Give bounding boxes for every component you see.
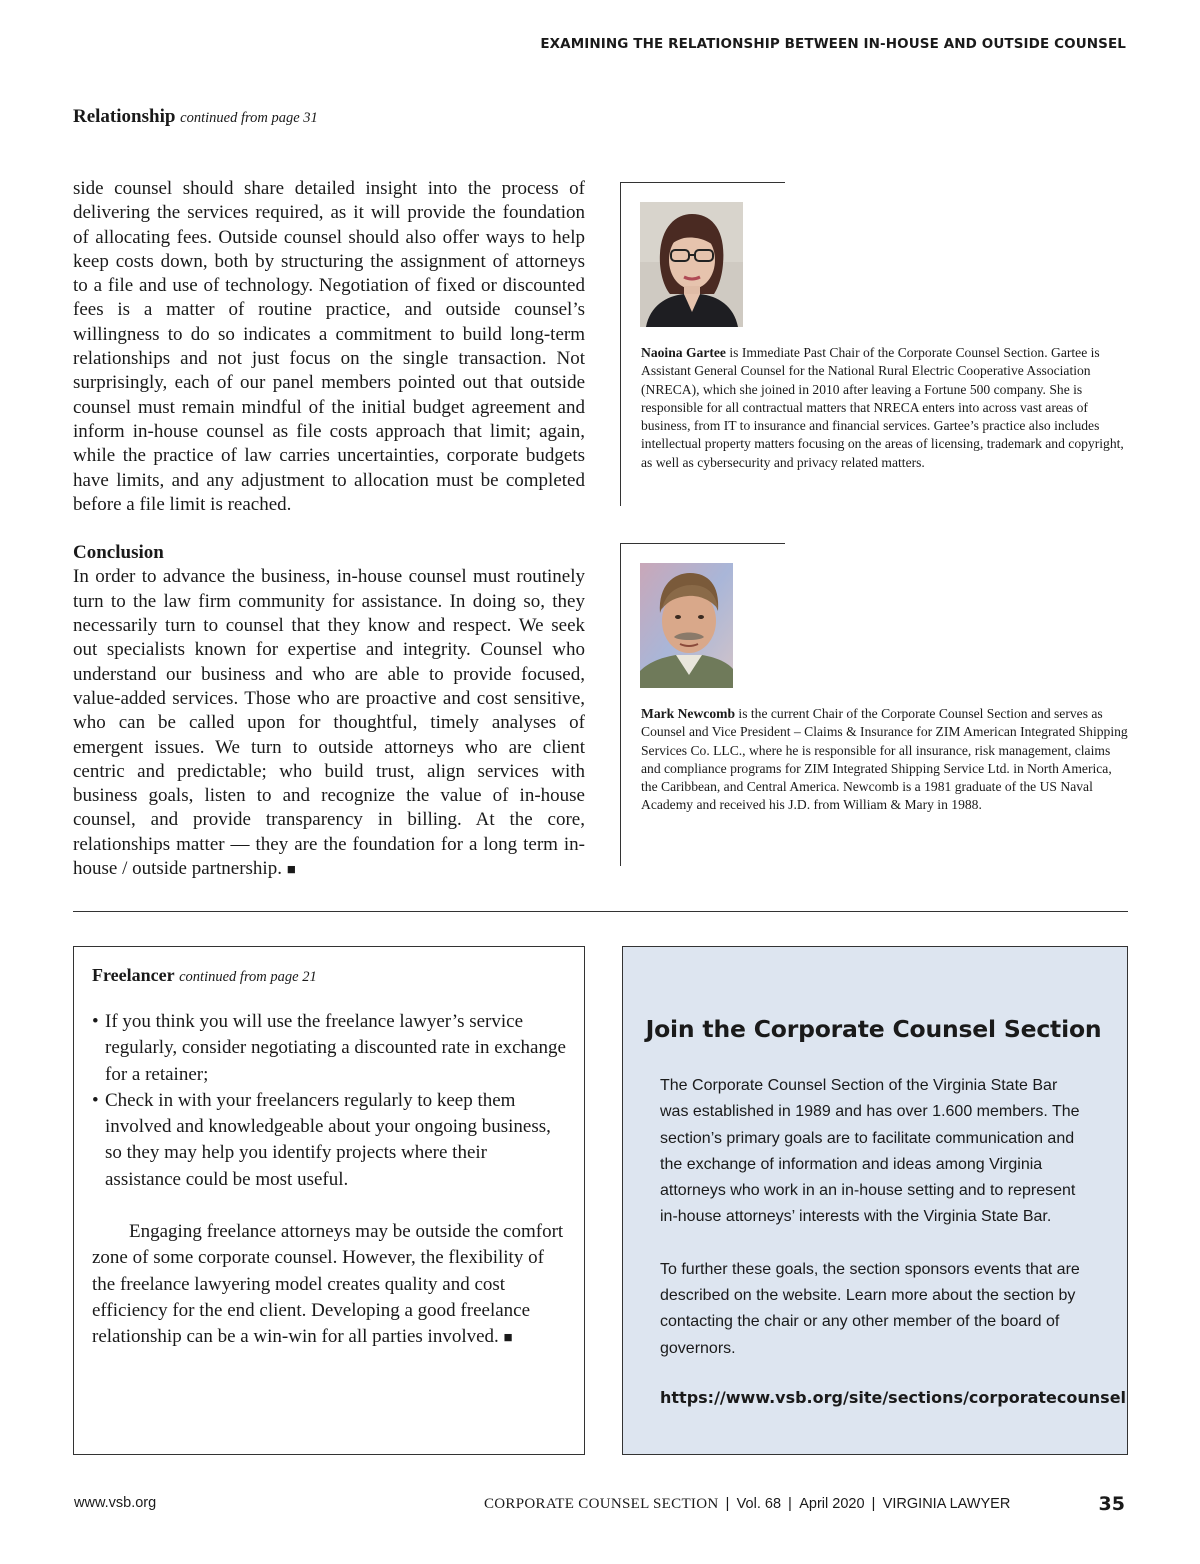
freelancer-continued-note: continued from page 21 [179,969,317,985]
footer-section-name: CORPORATE COUNSEL SECTION [484,1496,719,1512]
conclusion-text: In order to advance the business, in-house counsel must routinely turn to the law firm community for assistance. In doing so, they necessarily turn to counsel that they know and respect. We seek out specialists known for expertise and integrity. Counsel who understand our business and who are able to provide focused, value-added services. Those who are proactive and cost sensitive, who can be called upon for thoughtful, timely analyses of emergent issues. We turn to outside attorneys who are client centric and predictable; who build trust, align services with business goals, listen to and recognize the value of in-house counsel, and provide transparency in billing. At the core, relationships matter — they are the foundation for a long term in-house / outside partnership. [73,566,585,880]
end-mark-icon: ■ [286,862,296,879]
article-continued-note: continued from page 31 [180,110,318,126]
footer-separator: | [871,1495,876,1512]
join-section-box [622,946,1128,1455]
portrait-photo-newcomb [640,563,733,688]
footer-volume: Vol. 68 [736,1496,782,1512]
bio-text-newcomb [641,705,1129,815]
join-paragraph: To further these goals, the section sponsors events that are described on the website. Learn more about the section by contacting the chair or any other member of the board of governors. [660,1260,1080,1357]
bio-corner-rule [621,182,785,183]
bio-card-newcomb [620,543,1130,866]
freelancer-heading [92,963,566,989]
list-item: • Check in with your freelancers regularly to keep them involved and knowledgeable about your ongoing business, so they may help you identify projects where their assistance could be most useful. [92,1088,566,1193]
conclusion-heading: Conclusion [73,542,164,564]
footer-separator: | [788,1495,793,1512]
running-title: EXAMINING THE RELATIONSHIP BETWEEN IN-HOUSE AND OUTSIDE COUNSEL [540,36,1126,52]
section-divider [73,911,1128,912]
page-number: 35 [1098,1493,1125,1515]
freelancer-bullet-list [92,1009,566,1193]
join-paragraph: The Corporate Counsel Section of the Virginia State Bar was established in 1989 and has over 1.600 members. The section’s primary goals are to facilitate communication and the exchange of information and ideas among Virginia attorneys who work in an in-house setting and to represent in-house attorneys’ interests with the Virginia State Bar. [660,1077,1080,1226]
footer-date: April 2020 [799,1496,865,1512]
bio-name: Mark Newcomb [641,706,736,721]
end-mark-icon: ■ [503,1330,513,1347]
bio-corner-rule [621,543,785,544]
freelancer-closing-text: Engaging freelance attorneys may be outside the comfort zone of some corporate counsel. However, the flexibility of the freelance lawyering model creates quality and cost efficiency for the end client. Developing a good freelance relationship can be a win-win for all parties involved. [92,1221,564,1348]
bio-card-gartee [620,182,1130,506]
list-item: • If you think you will use the freelance lawyer’s service regularly, consider negotiating a discounted rate in exchange for a retainer; [92,1009,566,1088]
conclusion-paragraph [73,565,585,882]
join-title: Join the Corporate Counsel Section [645,1015,1102,1043]
footer-publication: VIRGINIA LAWYER [882,1496,1011,1512]
freelancer-section-label: Freelancer [92,965,175,985]
article-continued-heading [73,106,318,128]
freelancer-closing-paragraph [92,1219,566,1351]
bio-name: Naoina Gartee [641,345,726,360]
freelancer-continued-box [73,946,585,1455]
portrait-photo-gartee [640,202,743,327]
article-body [73,177,585,882]
bio-text-gartee [641,344,1129,472]
footer-publication-info [484,1495,1010,1513]
article-paragraph: side counsel should share detailed insight into the process of delivering the services required, as it will provide the foundation of allocating fees. Outside counsel should also offer ways to help keep costs down, both by structuring the assignment of attorneys to a file and use of technology. Negotiation of fixed or discounted fees is a matter of routine practice, and outside counsel’s willingness to do so indicates a commitment to build long-term relationships and not just focus on the single transaction. Not surprisingly, each of our panel members pointed out that outside counsel must remain mindful of the initial budget agreement and inform in-house counsel as file costs approach that limit; again, while the practice of law carries uncertainties, corporate budgets have limits, and any adjustment to allocation must be completed before a file limit is reached. [73,178,585,515]
footer-separator: | [725,1495,730,1512]
footer-site-link[interactable]: www.vsb.org [74,1495,157,1511]
section-website-link[interactable]: https://www.vsb.org/site/sections/corporatecounsel [660,1387,1127,1407]
bio-description: is the current Chair of the Corporate Counsel Section and serves as Counsel and Vice President – Claims & Insurance for ZIM American Integrated Shipping Services Co. LLC., where he is responsible for all insurance, risk management, claims and compliance programs for ZIM Integrated Shipping Service Ltd. in North America, the Caribbean, and Central America. Newcomb is a 1981 graduate of the US Naval Academy and received his J.D. from William & Mary in 1988. [641,706,1128,813]
article-section-label: Relationship [73,106,176,127]
bio-description: is Immediate Past Chair of the Corporate Counsel Section. Gartee is Assistant General Counsel for the National Rural Electric Cooperative Association (NRECA), which she joined in 2010 after leaving a Fortune 500 company. She is responsible for all contractual matters that NRECA enters into across vast areas of business, from IT to insurance and financial services. Gartee’s practice also includes intellectual property matters focusing on the areas of licensing, trademark and copyright, as well as cybersecurity and privacy related matters. [641,345,1124,470]
